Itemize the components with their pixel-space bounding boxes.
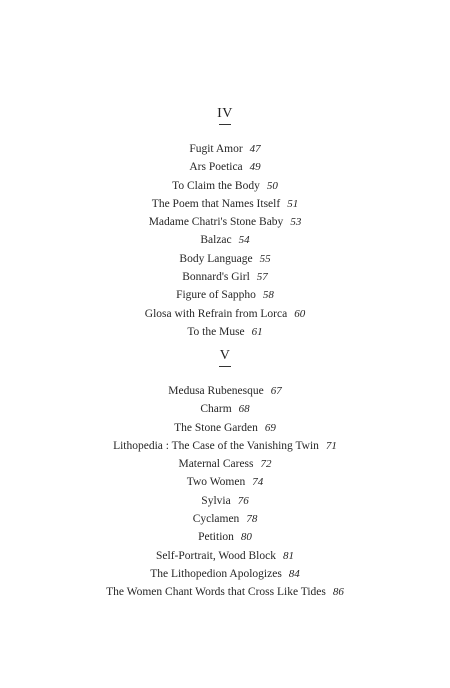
entry-page-number: 60 bbox=[294, 307, 306, 320]
toc-entry[interactable] bbox=[0, 583, 450, 601]
entry-page-number: 78 bbox=[246, 513, 258, 526]
entry-title: Self-Portrait, Wood Block bbox=[156, 549, 276, 562]
section-heading: IV bbox=[217, 106, 233, 121]
toc-entry[interactable] bbox=[0, 528, 450, 546]
entry-title: Ars Poetica bbox=[189, 161, 243, 174]
toc-entry[interactable] bbox=[0, 419, 450, 437]
toc-entry[interactable] bbox=[0, 437, 450, 455]
toc-entry[interactable] bbox=[0, 140, 450, 158]
toc-entry[interactable] bbox=[0, 158, 450, 176]
toc-entry[interactable] bbox=[0, 473, 450, 491]
entry-page-number: 58 bbox=[262, 289, 274, 302]
entry-page-number: 47 bbox=[249, 143, 261, 155]
toc-entry[interactable] bbox=[0, 400, 450, 418]
entry-page-number: 51 bbox=[287, 197, 299, 210]
entry-title: Glosa with Refrain from Lorca bbox=[144, 307, 288, 320]
toc-entry[interactable] bbox=[0, 250, 450, 268]
entry-title: To the Muse bbox=[187, 325, 245, 338]
toc-entry[interactable] bbox=[0, 177, 450, 195]
entry-title: Fugit Amor bbox=[189, 143, 243, 155]
toc-entry[interactable] bbox=[0, 323, 450, 341]
toc-entry[interactable] bbox=[0, 305, 450, 323]
entry-title: Figure of Sappho bbox=[176, 289, 256, 302]
entry-page-number: 57 bbox=[256, 271, 268, 284]
entry-page-number: 84 bbox=[288, 567, 300, 580]
toc-section-v bbox=[0, 348, 450, 602]
entry-title: Charm bbox=[200, 403, 232, 416]
toc-entry[interactable] bbox=[0, 455, 450, 473]
entry-page-number: 69 bbox=[264, 421, 276, 434]
entry-page-number: 74 bbox=[252, 476, 264, 489]
entry-title: Maternal Caress bbox=[178, 458, 254, 471]
entry-page-number: 68 bbox=[238, 403, 250, 416]
entry-title: The Lithopedion Apologizes bbox=[150, 567, 282, 580]
toc-entry[interactable] bbox=[0, 382, 450, 400]
toc-entry[interactable] bbox=[0, 286, 450, 304]
toc-entry[interactable] bbox=[0, 231, 450, 249]
entry-title: Petition bbox=[198, 531, 234, 544]
toc-entry[interactable] bbox=[0, 565, 450, 583]
entry-title: Two Women bbox=[186, 476, 246, 489]
entry-title: The Poem that Names Itself bbox=[151, 197, 281, 210]
entry-title: Medusa Rubenesque bbox=[168, 385, 264, 397]
toc-entry[interactable] bbox=[0, 213, 450, 231]
entry-page-number: 53 bbox=[290, 216, 302, 229]
toc-entry[interactable] bbox=[0, 268, 450, 286]
entry-title: Balzac bbox=[200, 234, 232, 247]
entry-page-number: 81 bbox=[282, 549, 294, 562]
entry-title: Lithopedia : The Case of the Vanishing Twin bbox=[113, 439, 319, 452]
entry-page-number: 49 bbox=[249, 161, 261, 174]
entry-title: Cyclamen bbox=[192, 513, 240, 526]
entry-page-number: 54 bbox=[238, 234, 250, 247]
entry-page-number: 86 bbox=[332, 586, 344, 599]
toc-section-iv bbox=[0, 106, 450, 341]
section-heading: V bbox=[219, 348, 231, 363]
toc-entry[interactable] bbox=[0, 195, 450, 213]
toc-entry[interactable] bbox=[0, 510, 450, 528]
entry-title: Bonnard's Girl bbox=[182, 271, 250, 284]
entry-page-number: 50 bbox=[266, 179, 278, 192]
toc-entry[interactable] bbox=[0, 492, 450, 510]
entry-page-number: 55 bbox=[259, 252, 271, 265]
entry-title: The Stone Garden bbox=[174, 421, 258, 434]
entry-title: The Women Chant Words that Cross Like Tides bbox=[106, 586, 326, 599]
entry-page-number: 76 bbox=[237, 494, 249, 507]
entry-title: Body Language bbox=[179, 252, 253, 265]
entry-page-number: 72 bbox=[260, 458, 272, 471]
entry-title: To Claim the Body bbox=[172, 179, 260, 192]
entry-title: Sylvia bbox=[201, 494, 231, 507]
toc-entry[interactable] bbox=[0, 547, 450, 565]
entry-page-number: 80 bbox=[240, 531, 252, 544]
entry-page-number: 71 bbox=[325, 439, 337, 452]
entry-page-number: 67 bbox=[270, 385, 282, 397]
toc-entry-list bbox=[0, 382, 450, 602]
section-heading-rule bbox=[219, 124, 231, 125]
toc-entry-list bbox=[0, 140, 450, 341]
entry-title: Madame Chatri's Stone Baby bbox=[148, 216, 284, 229]
entry-page-number: 61 bbox=[251, 325, 263, 338]
section-heading-rule bbox=[219, 366, 231, 367]
